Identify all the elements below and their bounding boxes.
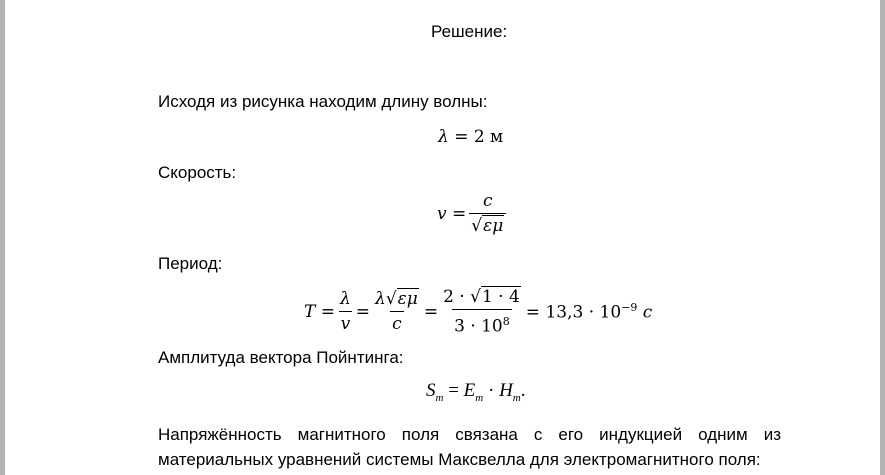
paragraph-wavelength: Исходя из рисунка находим длину волны: [158,92,488,111]
fraction-3-denominator [452,309,512,337]
right-page-margin [880,0,885,475]
fraction-3-numerator: 2 · √1 · 4 [443,287,520,307]
period-fraction-1 [338,289,353,334]
paragraph-speed: Скорость: [158,163,237,182]
paragraph-magnetic-line-1: Напряжённость магнитного поля связана с его индукцией одним из [158,425,781,444]
period-lhs: T = [304,301,335,322]
sqrt-eps-mu: εμ [483,216,504,236]
solution-heading: Решение: [431,22,508,41]
equation-period: T = $\frac{\lambda}{v}$ = $\frac{\lambda√\varepsilon\mu}{c}$ = $\frac{2 \cdot √1 \cdot 4}{3 \cdot 10^8}$ = $13,3 \cdot 10^{-9}$ c [304,287,653,337]
paragraph-magnetic-line-2: материальных уравнений системы Максвелла для электромагнитного поля: [158,450,761,469]
fraction-3-coef: 2 · [443,287,465,307]
poynting-H: H [499,380,513,401]
equation-speed [437,191,509,236]
poynting-period: . [520,380,526,401]
speed-fraction [469,191,506,236]
fraction-1-numerator: λ [340,289,351,310]
wavelength-value: = 2 м [454,127,504,147]
lambda-symbol: λ [438,127,449,147]
fraction-2-numerator: λ√εμ [375,289,418,310]
poynting-E: E [463,380,476,401]
period-result-value: = 13,3 · 10 [525,302,622,323]
equation-wavelength [438,127,503,147]
fraction-2-sqrt: εμ [397,289,418,310]
paragraph-period: Период: [158,254,223,273]
period-result-exp: −9 [621,301,638,314]
period-result [526,301,653,323]
fraction-3-den-base: 3 · 10 [454,316,503,337]
fraction-2-denominator: c [390,311,404,334]
speed-numerator: c [483,191,493,211]
poynting-dot: · [483,380,500,401]
poynting-S-sub: m [435,391,444,404]
poynting-E-sub: m [475,391,484,404]
poynting-S: S [426,380,436,401]
equation-poynting [426,380,526,404]
fraction-3-den-exp: 8 [502,315,510,328]
period-fraction-2 [373,289,421,334]
speed-denominator: √εμ [469,213,506,236]
paragraph-poynting: Амплитуда вектора Пойнтинга: [158,348,404,367]
poynting-equals: = [443,380,464,401]
poynting-H-sub: m [512,391,521,404]
left-page-margin [0,0,5,475]
fraction-2-lambda: λ [375,289,386,310]
period-unit: c [642,302,653,323]
speed-lhs: v = [437,203,467,224]
period-fraction-3 [441,287,523,337]
fraction-3-sqrt: 1 · 4 [481,287,520,307]
fraction-1-denominator: v [339,311,353,334]
